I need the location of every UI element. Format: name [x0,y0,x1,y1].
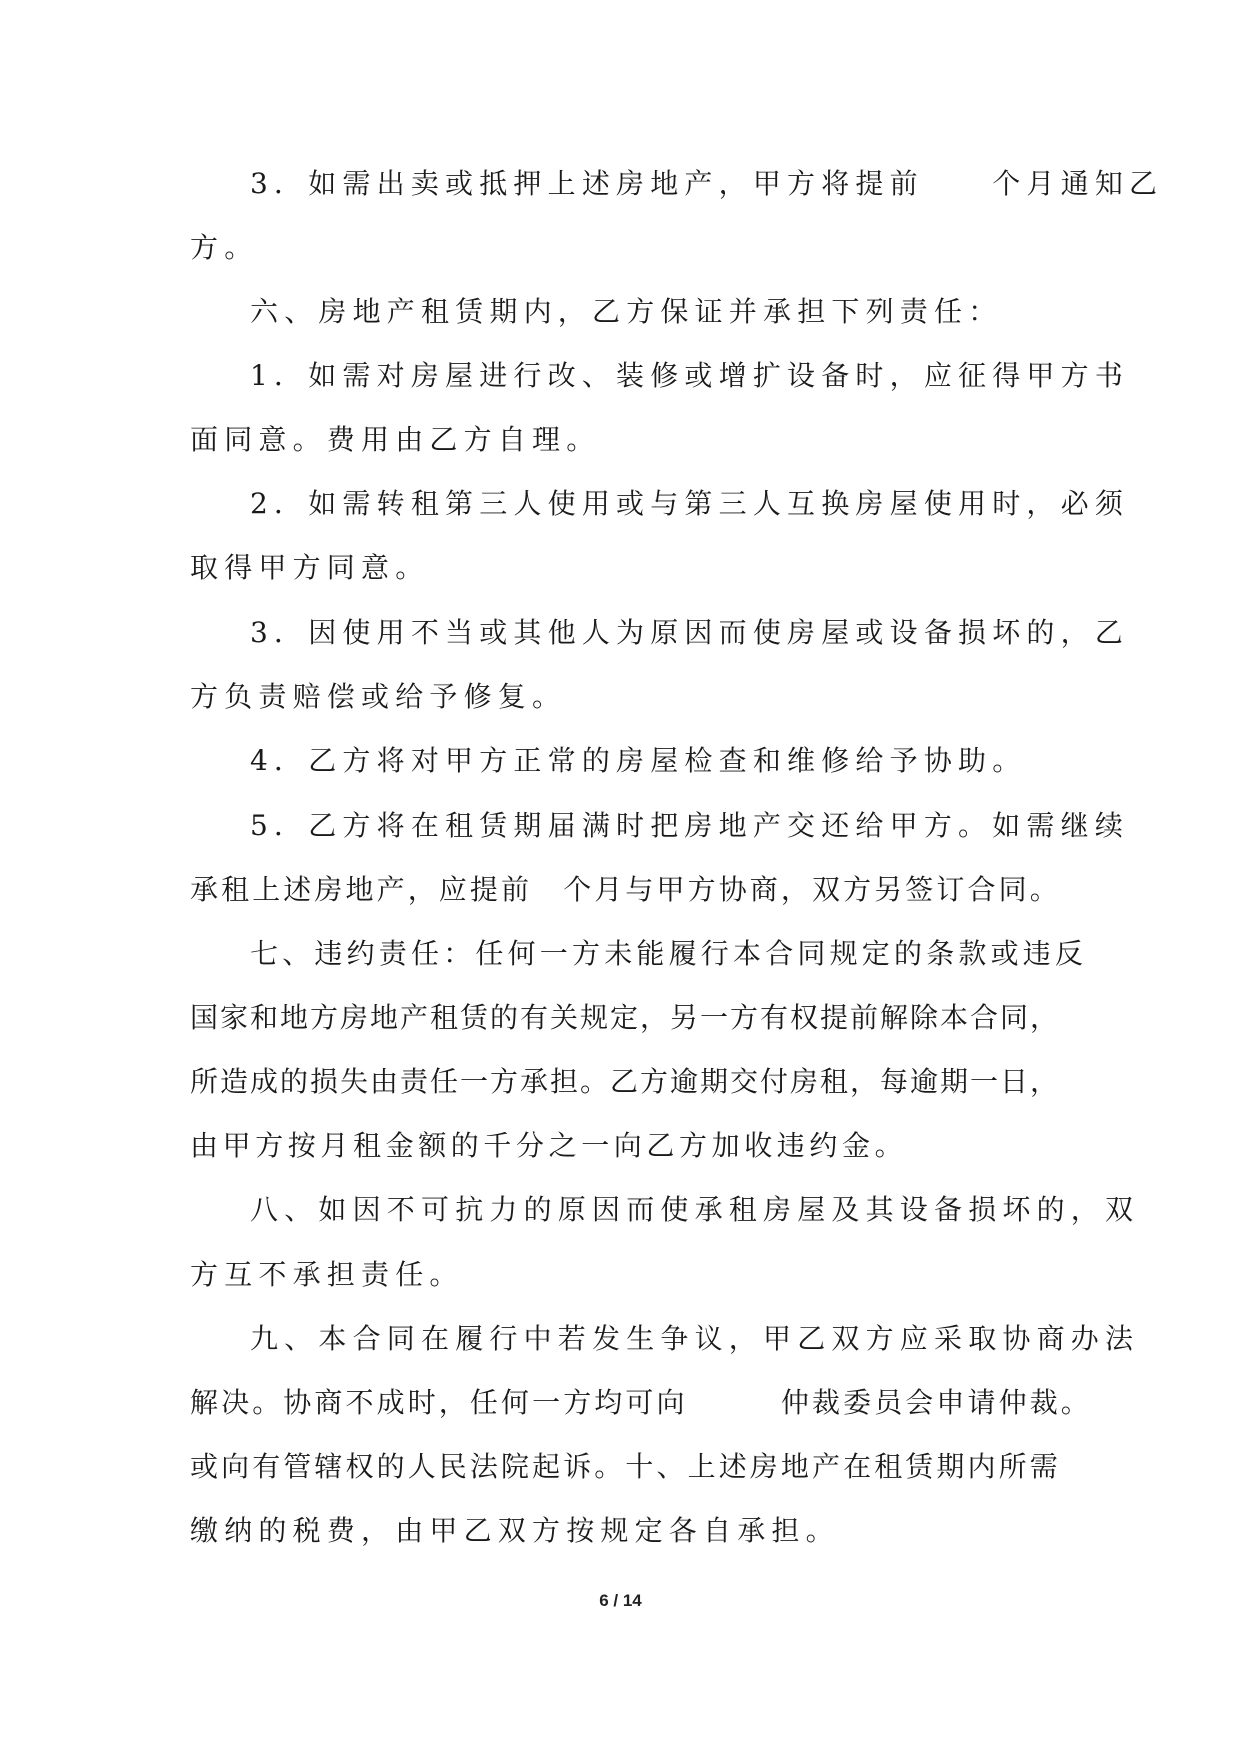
section-heading: 六、房地产租赁期内，乙方保证并承担下列责任： [250,295,1003,328]
text-line: 解决。协商不成时，任何一方均可向 仲裁委员会申请仲裁。 [190,1386,1092,1419]
text-line: 1．如需对房屋进行改、装修或增扩设备时，应征得甲方书 [250,359,1130,392]
text-line: 方互不承担责任。 [190,1258,464,1291]
text-line: 缴纳的税费，由甲乙双方按规定各自承担。 [190,1514,840,1547]
text-line: 由甲方按月租金额的千分之一向乙方加收违约金。 [190,1129,908,1162]
text-line: 3．如需出卖或抵押上述房地产，甲方将提前 个月通知乙 [250,167,1164,200]
section-heading: 七、违约责任：任何一方未能履行本合同规定的条款或违反 [250,937,1088,970]
text-line: 5．乙方将在租赁期届满时把房地产交还给甲方。如需继续 [250,809,1130,842]
text-line: 方负责赔偿或给予修复。 [190,680,567,713]
text-line: 取得甲方同意。 [190,551,430,584]
text-line: 所造成的损失由责任一方承担。乙方逾期交付房租，每逾期一日， [190,1065,1061,1098]
text-line: 4．乙方将对甲方正常的房屋检查和维修给予协助。 [250,744,1027,777]
text-line: 2．如需转租第三人使用或与第三人互换房屋使用时，必须 [250,487,1130,520]
text-line: 或向有管辖权的人民法院起诉。十、上述房地产在租赁期内所需 [190,1450,1061,1483]
page-number: 6 / 14 [599,1591,642,1610]
section-heading: 八、如因不可抗力的原因而使承租房屋及其设备损坏的，双 [250,1193,1140,1226]
text-line: 承租上述房地产，应提前 个月与甲方协商，双方另签订合同。 [190,873,1061,906]
text-line: 国家和地方房地产租赁的有关规定，另一方有权提前解除本合同， [190,1001,1061,1034]
text-line: 面同意。费用由乙方自理。 [190,423,601,456]
text-line: 3．因使用不当或其他人为原因而使房屋或设备损坏的，乙 [250,616,1130,649]
text-line: 方。 [190,231,259,264]
section-heading: 九、本合同在履行中若发生争议，甲乙双方应采取协商办法 [250,1322,1140,1355]
